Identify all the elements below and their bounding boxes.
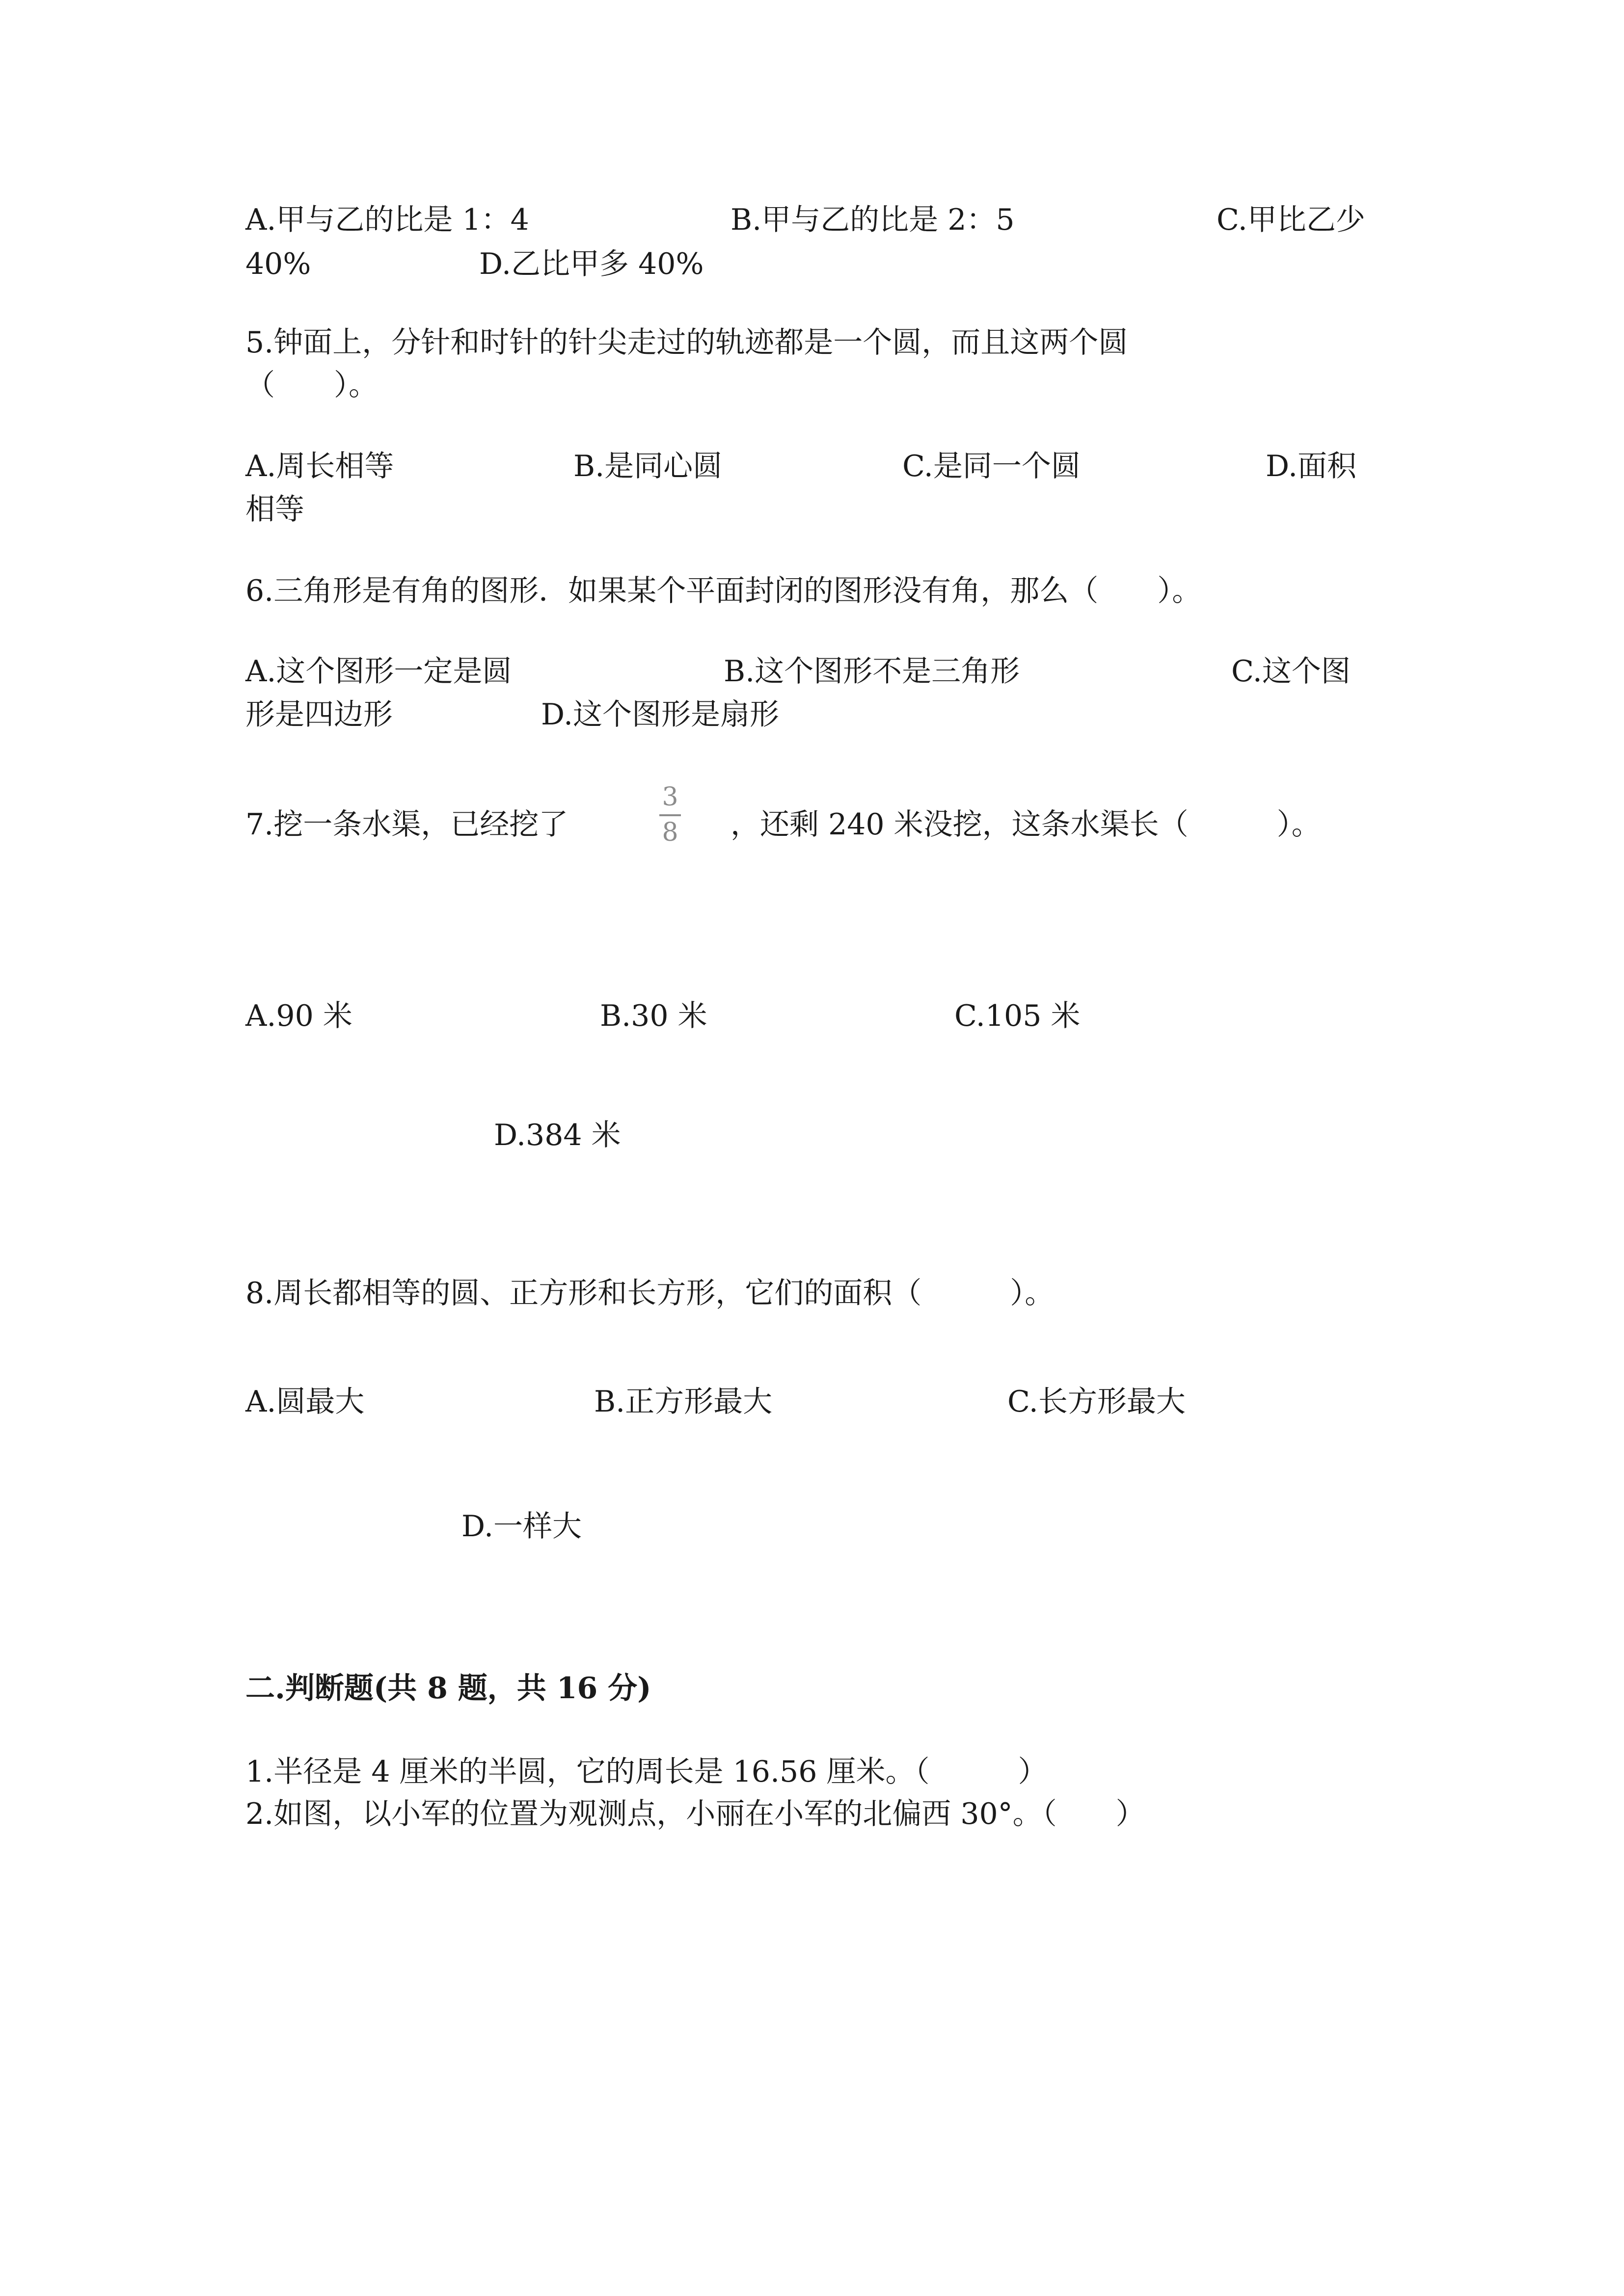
q4-option-b: B.甲与乙的比是 2：5: [731, 203, 1015, 237]
q7-fraction-bar: [659, 814, 681, 816]
q8-option-a: A.圆最大: [245, 1385, 365, 1419]
q6-option-a: A.这个图形一定是圆: [245, 654, 512, 689]
tf-item-1: 1.半径是 4 厘米的半圆，它的周长是 16.56 厘米。（ ）: [245, 1755, 1048, 1789]
q6-option-d: D.这个图形是扇形: [541, 697, 780, 732]
q8-option-b: B.正方形最大: [594, 1385, 773, 1419]
q6-option-b: B.这个图形不是三角形: [724, 654, 1020, 689]
q5-option-d: D.面积: [1266, 449, 1357, 483]
q7-option-b: B.30 米: [600, 999, 707, 1033]
q7-option-d: D.384 米: [494, 1118, 621, 1152]
q6-stem: 6.三角形是有角的图形．如果某个平面封闭的图形没有角，那么（ ）。: [245, 574, 1202, 608]
q5-stem: 5.钟面上，分针和时针的针尖走过的轨迹都是一个圆，而且这两个圆: [245, 325, 1128, 360]
q4-option-c: C.甲比乙少: [1217, 203, 1365, 237]
q6-option-c-continued: 形是四边形: [245, 697, 393, 732]
q5-option-a: A.周长相等: [245, 449, 394, 483]
section-heading: 二.判断题(共 8 题，共 16 分): [245, 1671, 651, 1706]
q7-option-a: A.90 米: [245, 999, 352, 1033]
q7-option-c: C.105 米: [954, 999, 1081, 1033]
q7-fraction-numerator: 3: [662, 782, 678, 812]
q7-fraction: [653, 784, 687, 845]
q5-option-d-continued: 相等: [245, 492, 304, 527]
q8-option-d: D.一样大: [461, 1509, 582, 1544]
q4-option-d: D.乙比甲多 40%: [479, 247, 704, 281]
q7-stem-continued: ，还剩 240 米没挖，这条水渠长（ ）。: [731, 807, 1321, 842]
q7-fraction-denominator: 8: [662, 818, 678, 847]
q8-stem: 8.周长都相等的圆、正方形和长方形，它们的面积（ ）。: [245, 1276, 1055, 1310]
q5-stem-continued: （ ）。: [245, 368, 378, 402]
q4-option-a: A.甲与乙的比是 1：4: [245, 203, 529, 237]
q4-option-c-continued: 40%: [245, 247, 311, 281]
q6-option-c: C.这个图: [1231, 654, 1351, 689]
q7-stem: 7.挖一条水渠，已经挖了: [245, 807, 568, 842]
tf-item-2: 2.如图，以小军的位置为观测点，小丽在小军的北偏西 30°。（ ）: [245, 1797, 1145, 1831]
q5-option-c: C.是同一个圆: [902, 449, 1081, 483]
q8-option-c: C.长方形最大: [1007, 1385, 1186, 1419]
q5-option-b: B.是同心圆: [573, 449, 723, 483]
